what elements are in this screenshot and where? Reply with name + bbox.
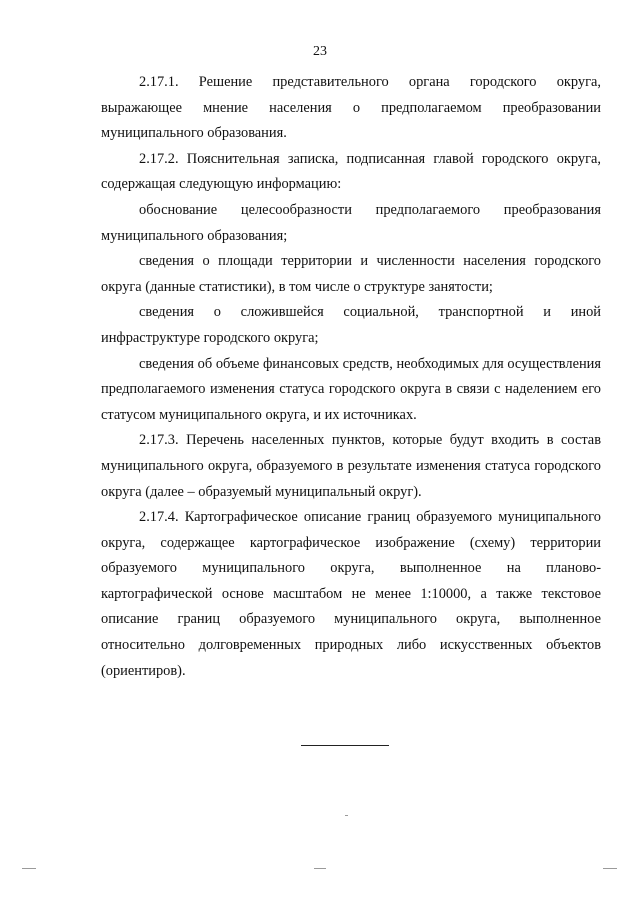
paragraph-area-population: сведения о площади территории и численности населения городского округа (данные статистики), в том числе о структуре занятости; <box>101 253 601 295</box>
paragraph-infrastructure: сведения о сложившейся социальной, транспортной и иной инфраструктуре городского округа; <box>101 304 601 346</box>
scan-speck <box>22 868 36 869</box>
paragraph-justification: обоснование целесообразности предполагаемого преобразования муниципального образования; <box>101 201 601 244</box>
paragraph-2-17-3: 2.17.3. Перечень населенных пунктов, которые будут входить в состав муниципального округа, образуемого в результате изменения статуса городского округа (далее – образуемый муниципальный округ). <box>101 432 601 500</box>
scan-speck <box>603 868 617 869</box>
paragraph-2-17-1: 2.17.1. Решение представительного органа городского округа, выражающее мнение населения о предполагаемом преобразовании муниципального образования. <box>101 74 601 142</box>
paragraph-2-17-4: 2.17.4. Картографическое описание границ образуемого муниципального округа, содержащее картографическое изображение (схему) территории образуемого муниципального округа, выполненное на планово-картографической основе масштабом не менее 1:10000, а также текстовое описание границ образуемого муниципального округа, выполненное относительно долговременных природных либо искусственных объектов (ориентиров). <box>101 509 601 679</box>
document-body <box>101 70 601 684</box>
scan-speck <box>314 868 326 869</box>
page-number: 23 <box>313 44 327 59</box>
paragraph-2-17-2: 2.17.2. Пояснительная записка, подписанная главой городского округа, содержащая следующую информацию: <box>101 150 601 193</box>
scan-speck <box>345 815 348 816</box>
end-separator-line <box>301 745 389 746</box>
paragraph-financial-means: сведения об объеме финансовых средств, необходимых для осуществления предполагаемого изменения статуса городского округа в связи с наделением его статусом муниципального округа, и их источниках. <box>101 355 601 423</box>
